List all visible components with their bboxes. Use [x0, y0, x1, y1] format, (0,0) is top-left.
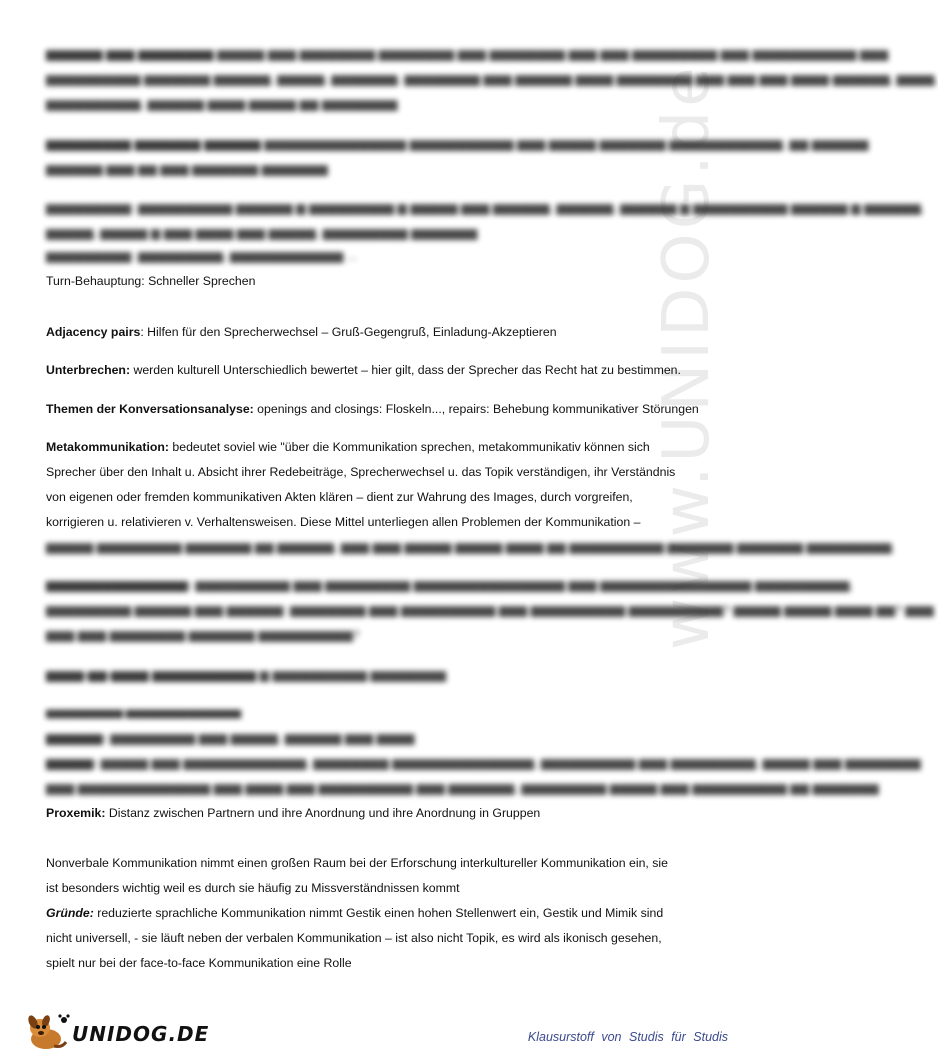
paragraph-unterbrechen: Unterbrechen: werden kulturell Unterschiedlich bewertet – hier gilt, dass der Sprecher das Recht hat zu bestimmen.	[46, 363, 681, 377]
dog-mascot-icon	[24, 1012, 70, 1052]
paragraph-metakommunikation: Metakommunikation: bedeutet soviel wie "über die Kommunikation sprechen, metakommunikativ können sich Sprecher über den Inhalt u. Absicht ihrer Redebeiträge, Sprecherwechsel u. das Topik verständigen, ihr Verständnis von eigenen oder fremden kommunikativen Akten klären – dient zur Wahrung des Images, durch vorgreifen, korrigieren u. relativieren v. Verhaltensweisen. Diese Mittel unterliegen allen Problemen der Kommunikation –	[46, 440, 676, 529]
term-adjacency-pairs: Adjacency pairs	[46, 325, 141, 339]
unidog-logo[interactable]	[24, 1012, 210, 1052]
term-themen: Themen der Konversationsanalyse:	[46, 402, 254, 416]
brand-name: UNIDOG.DE	[72, 1022, 210, 1046]
blurred-paragraph-fremdwahl: ▆▆▆▆▆▆▆▆▆: ▆▆▆▆▆▆▆▆▆▆ ▆▆▆▆▆▆ ▆ ▆▆▆▆▆▆▆▆▆ ▆ ▆▆▆▆▆ ▆▆▆ ▆▆▆▆▆▆, ▆▆▆▆▆▆, ▆▆▆▆▆▆ ▆ ▆▆▆▆▆▆▆▆▆▆ ▆▆▆▆▆▆ ▆ ▆▆▆▆▆▆, ▆▆▆▆▆, ▆▆▆▆▆ ▆ ▆▆▆ ▆▆▆▆ ▆▆▆ ▆▆▆▆▆, ▆▆▆▆▆▆▆▆▆ ▆▆▆▆▆▆▆ ▆▆▆▆▆▆▆▆▆: ▆▆▆▆▆▆▆▆▆, ▆▆▆▆▆▆▆▆▆▆▆▆ ...	[46, 201, 925, 263]
blurred-line-metakommunikation-end: ▆▆▆▆▆ ▆▆▆▆▆▆▆▆▆ ▆▆▆▆▆▆▆ ▆▆ ▆▆▆▆▆▆, ▆▆▆ ▆▆▆ ▆▆▆▆▆ ▆▆▆▆▆ ▆▆▆▆ ▆▆ ▆▆▆▆▆▆▆▆▆▆ ▆▆▆▆▆▆▆ ▆▆▆▆▆▆▆ ▆▆▆▆▆▆▆▆▆.	[46, 540, 896, 554]
blurred-paragraph-sprechakttheorie: ▆▆▆▆▆▆▆▆▆▆▆▆▆▆▆: ▆▆▆▆▆▆▆▆▆▆ ▆▆▆ ▆▆▆▆▆▆▆▆▆ ▆▆▆▆▆▆▆▆▆▆▆▆▆▆▆▆ ▆▆▆ ▆▆▆▆▆▆▆▆▆▆▆▆▆▆▆▆ ▆▆▆▆▆▆▆▆▆▆, ▆▆▆▆▆▆▆▆▆ ▆▆▆▆▆▆ ▆▆▆ ▆▆▆▆▆▆: ▆▆▆▆▆▆▆▆ ▆▆▆ ▆▆▆▆▆▆▆▆▆▆ ▆▆▆ ▆▆▆▆▆▆▆▆▆▆ ▆▆▆▆▆▆▆▆▆▆? ▆▆▆▆▆ ▆▆▆▆▆ ▆▆▆▆ ▆▆? ▆▆▆ ▆▆▆ ▆▆▆ ▆▆▆▆▆▆▆▆ ▆▆▆▆▆▆▆ ▆▆▆▆▆▆▆▆▆▆?	[46, 578, 934, 642]
watermark: www.UNIDOG.de	[650, 63, 724, 650]
term-gruende: Gründe:	[46, 906, 94, 920]
blurred-paragraph-gestik-mimik: ▆▆▆▆▆▆: ▆▆▆▆▆▆▆▆▆ ▆▆▆ ▆▆▆▆▆, ▆▆▆▆▆▆ ▆▆▆ ▆▆▆▆ ▆▆▆▆▆: ▆▆▆▆▆ ▆▆▆ ▆▆▆▆▆▆▆▆▆▆▆▆▆, ▆▆▆▆▆▆▆▆ ▆▆▆▆▆▆▆▆▆▆▆▆▆▆▆, ▆▆▆▆▆▆▆▆▆▆ ▆▆▆ ▆▆▆▆▆▆▆▆▆, ▆▆▆▆▆ ▆▆▆ ▆▆▆▆▆▆▆▆ ▆▆▆ ▆▆▆▆▆▆▆▆▆▆▆▆▆▆ ▆▆▆ ▆▆▆▆ ▆▆▆ ▆▆▆▆▆▆▆▆▆▆ ▆▆▆ ▆▆▆▆▆▆▆, ▆▆▆▆▆▆▆▆▆ ▆▆▆▆▆ ▆▆▆ ▆▆▆▆▆▆▆▆▆▆ ▆▆ ▆▆▆▆▆▆▆	[46, 731, 921, 795]
paragraph-adjacency-pairs: Adjacency pairs: Hilfen für den Sprecherwechsel – Gruß-Gegengruß, Einladung-Akzeptieren	[46, 325, 557, 339]
footer-slogan: Klausurstoff von Studis für Studis	[527, 1030, 728, 1044]
blurred-paragraph-turn-taking: ▆▆▆▆▆▆ ▆▆▆ ▆▆▆▆▆▆▆▆ ▆▆▆▆▆ ▆▆▆ ▆▆▆▆▆▆▆▆ ▆▆▆▆▆▆▆▆ ▆▆▆ ▆▆▆▆▆▆▆▆ ▆▆▆ ▆▆▆ ▆▆▆▆▆▆▆▆▆ ▆▆▆ ▆▆▆▆▆▆▆▆▆▆▆ ▆▆▆ ▆▆▆▆▆▆▆▆▆▆ ▆▆▆▆▆▆▆ ▆▆▆▆▆▆, ▆▆▆▆▆, ▆▆▆▆▆▆▆, ▆▆▆▆▆▆▆▆ ▆▆▆ ▆▆▆▆▆▆ ▆▆▆▆ ▆▆▆▆▆▆▆▆ ▆▆▆ ▆▆▆ ▆▆▆ ▆▆▆▆-▆▆▆▆▆▆, ▆▆▆▆, ▆▆▆▆▆▆▆▆▆▆, ▆▆▆▆▆▆ ▆▆▆▆ ▆▆▆▆▆ ▆▆ ▆▆▆▆▆▆▆▆	[46, 47, 938, 111]
term-metakommunikation: Metakommunikation:	[46, 440, 169, 454]
term-unterbrechen: Unterbrechen:	[46, 363, 131, 377]
paragraph-turn-behauptung: Turn-Behauptung: Schneller Sprechen	[46, 274, 256, 288]
blurred-paragraph-transition: ▆▆▆▆▆▆▆▆▆ ▆▆▆▆▆▆▆ ▆▆▆▆▆▆ ▆▆▆▆▆▆▆▆▆▆▆▆▆▆▆ ▆▆▆▆▆▆▆▆▆▆▆ ▆▆▆ ▆▆▆▆▆ ▆▆▆▆▆▆▆ ▆▆▆▆▆▆▆▆▆▆▆▆, ▆▆ ▆▆▆▆▆▆ ▆▆▆▆▆▆ ▆▆▆ ▆▆ ▆▆▆ ▆▆▆▆▆▆▆ ▆▆▆▆▆▆▆	[46, 137, 869, 176]
paragraph-proxemik: Proxemik: Distanz zwischen Partnern und ihre Anordnung und ihre Anordnung in Gruppen	[46, 806, 541, 820]
paragraph-themen: Themen der Konversationsanalyse: openings and closings: Floskeln..., repairs: Behebung kommunikativer Störungen	[46, 402, 699, 416]
blurred-heading-nonverbale: ▆▆▆▆▆▆▆▆▆▆ ▆▆▆▆▆▆▆▆▆▆▆▆▆▆▆	[46, 708, 242, 719]
term-proxemik: Proxemik:	[46, 806, 106, 820]
paragraph-nonverbale-kommunikation: Nonverbale Kommunikation nimmt einen großen Raum bei der Erforschung interkultureller Kommunikation ein, sie ist besonders wichtig weil es durch sie häufig zu Missverständnissen kommt Gründe: reduzierte sprachliche Kommunikation nimmt Gestik einen hohen Stellenwert ein, Gestik und Mimik sind nicht universell, - sie läuft neben der verbalen Kommunikation – ist also nicht Topik, es wird als ikonisch gesehen, spielt nur bei der face-to-face Kommunikation eine Rolle	[46, 856, 668, 970]
blurred-paragraph-face-to-face: ▆▆▆▆-▆▆-▆▆▆▆ ▆▆▆▆▆▆▆▆▆▆▆ ▆ ▆▆▆▆▆▆▆▆▆▆ ▆▆▆▆▆▆▆▆	[46, 668, 447, 682]
